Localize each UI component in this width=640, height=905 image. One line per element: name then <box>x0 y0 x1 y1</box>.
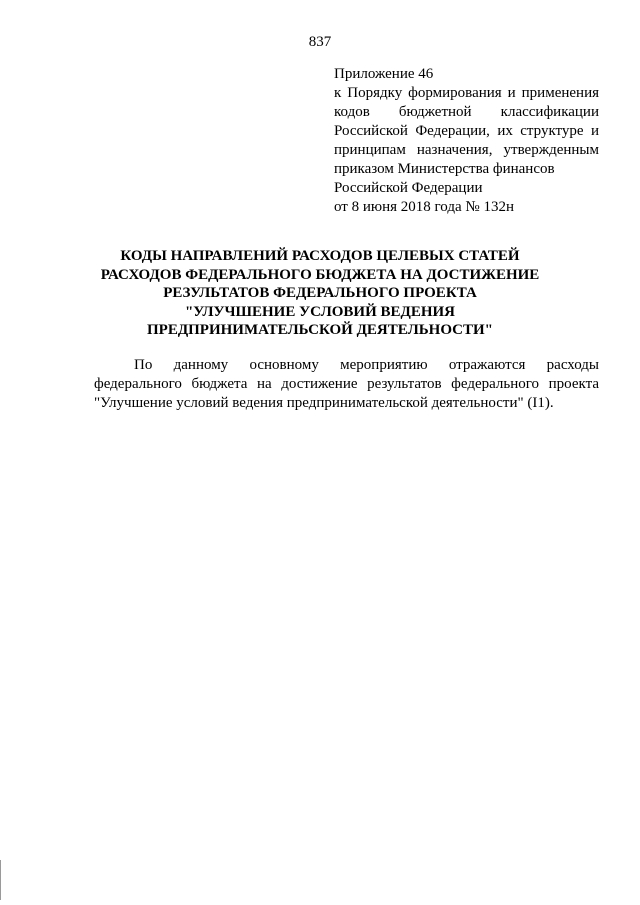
appendix-date-line: от 8 июня 2018 года № 132н <box>334 199 514 215</box>
scan-edge-mark <box>0 860 5 900</box>
appendix-line: кодов бюджетной классификации <box>334 104 599 120</box>
title-line: РЕЗУЛЬТАТОВ ФЕДЕРАЛЬНОГО ПРОЕКТА <box>163 285 477 301</box>
body-paragraph <box>94 356 599 413</box>
appendix-header <box>334 65 599 217</box>
body-line: федерального бюджета на достижение результатов федерального проекта <box>94 376 599 392</box>
appendix-line: к Порядку формирования и применения <box>334 85 599 101</box>
body-line: "Улучшение условий ведения предпринимательской деятельности" (I1). <box>94 395 554 411</box>
appendix-line: приказом Министерства финансов <box>334 161 555 177</box>
appendix-title: Приложение 46 <box>334 66 434 82</box>
body-line: По данному основному мероприятию отражаются расходы <box>134 357 599 373</box>
title-line: РАСХОДОВ ФЕДЕРАЛЬНОГО БЮДЖЕТА НА ДОСТИЖЕНИЕ <box>100 266 540 283</box>
title-line: "УЛУЧШЕНИЕ УСЛОВИЙ ВЕДЕНИЯ <box>184 303 456 320</box>
appendix-line: Российской Федерации <box>334 180 483 196</box>
appendix-line: принципам назначения, утвержденным <box>334 142 599 158</box>
title-line: КОДЫ НАПРАВЛЕНИЙ РАСХОДОВ ЦЕЛЕВЫХ СТАТЕЙ <box>120 248 520 264</box>
title-line: ПРЕДПРИНИМАТЕЛЬСКОЙ ДЕЯТЕЛЬНОСТИ" <box>146 322 494 338</box>
page-number: 837 <box>308 34 332 50</box>
document-title <box>60 247 580 340</box>
appendix-line: Российской Федерации, их структуре и <box>334 123 599 139</box>
